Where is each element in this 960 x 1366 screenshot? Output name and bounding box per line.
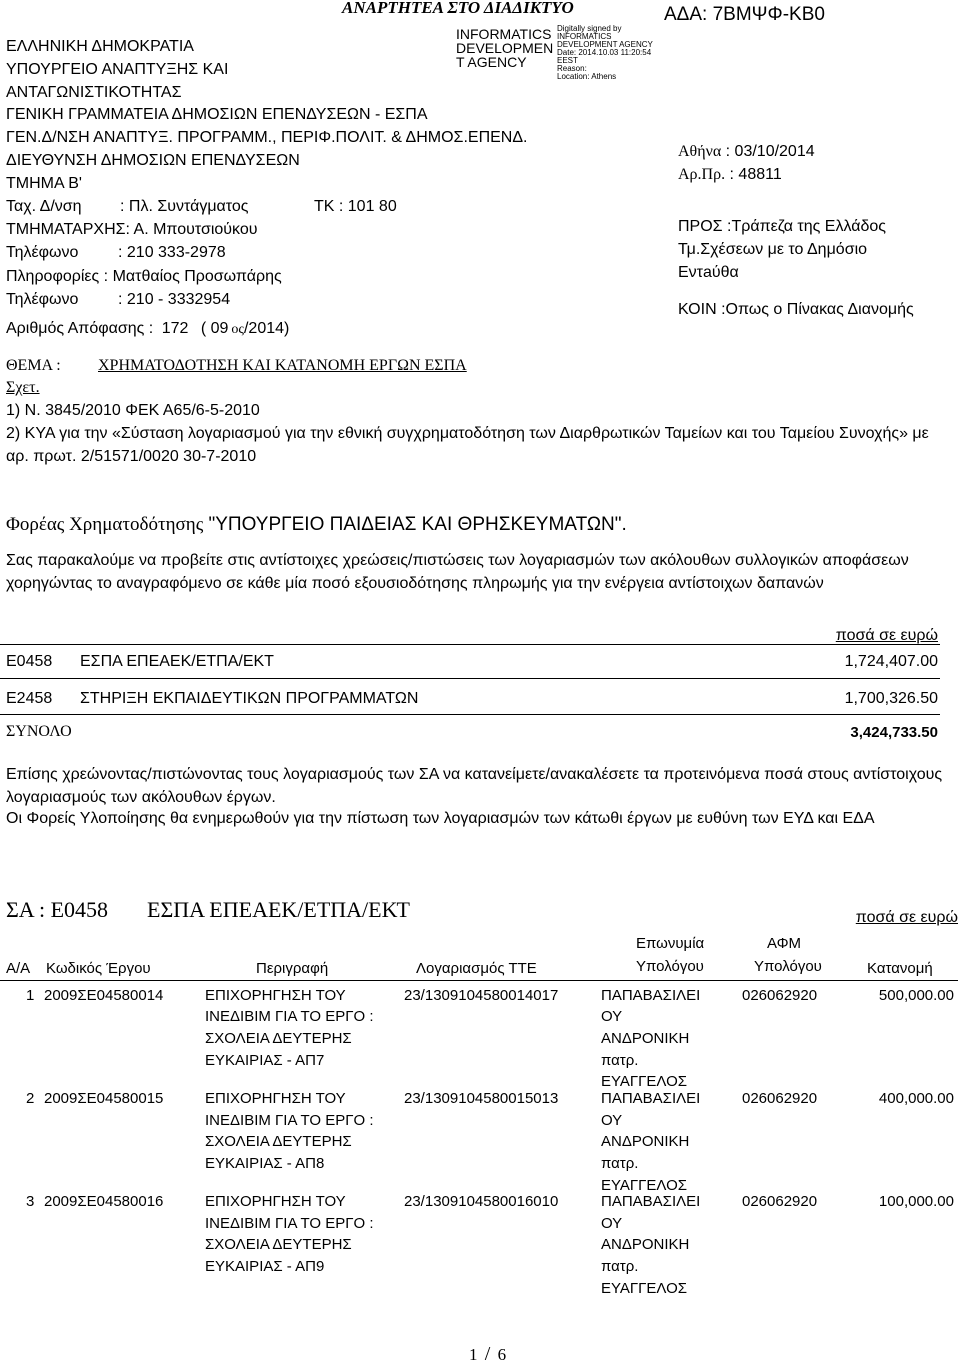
- issuer-line: ΓΕΝ.Δ/ΝΣΗ ΑΝΑΠΤΥΞ. ΠΡΟΓΡΑΜΜ., ΠΕΡΙΦ.ΠΟΛΙΤ. & ΔΗΜΟΣ.ΕΠΕΝΔ.: [6, 129, 528, 146]
- sa-amounts-header: ποσά σε ευρώ: [855, 909, 958, 926]
- row-name: ΕΥΑΓΓΕΛΟΣ: [601, 1280, 688, 1297]
- summary-amount: 1,700,326.50: [844, 690, 938, 707]
- phone1-label: Τηλέφωνο: [6, 244, 79, 261]
- amounts-header: ποσά σε ευρώ: [835, 627, 938, 644]
- row-desc: ΣΧΟΛΕΙΑ ΔΕΥΤΕΡΗΣ: [205, 1133, 352, 1150]
- col-amount: Κατανομή: [867, 960, 933, 977]
- ada-code: ΑΔΑ: 7ΒΜΨΦ-ΚΒ0: [664, 4, 825, 25]
- col-name: Υπολόγου: [636, 958, 704, 975]
- row-name: πατρ.: [601, 1052, 639, 1069]
- row-name: ΟΥ: [601, 1008, 623, 1025]
- col-name: Επωνυμία: [636, 935, 705, 952]
- row-desc: ΕΠΙΧΟΡΗΓΗΣΗ ΤΟΥ: [205, 1090, 346, 1107]
- row-code: 2009ΣΕ04580016: [44, 1193, 164, 1210]
- signature-detail: Location: Athens: [557, 72, 617, 81]
- decision-date-open: ( 09: [200, 320, 229, 337]
- postal-address-label: Ταχ. Δ/νση: [6, 198, 82, 215]
- col-num: Α/Α: [6, 960, 31, 977]
- page-total: 6: [497, 1345, 507, 1364]
- signature-detail: EEST: [557, 56, 578, 65]
- date-value: : 03/10/2014: [725, 143, 815, 160]
- col-afm: ΑΦΜ: [767, 935, 802, 952]
- col-afm: Υπολόγου: [754, 958, 822, 975]
- row-name: ΕΥΑΓΓΕΛΟΣ: [601, 1177, 688, 1194]
- sa-label: ΣΑ : Ε0458: [6, 897, 109, 922]
- summary-desc: ΣΤΗΡΙΞΗ ΕΚΠΑΙΔΕΥΤΙΚΩΝ ΠΡΟΓΡΑΜΜΑΤΩΝ: [80, 690, 419, 707]
- sa-title: ΕΣΠΑ ΕΠΕΑΕΚ/ΕΤΠΑ/ΕΚΤ: [147, 897, 410, 922]
- signature-signer: DEVELOPMEN: [456, 40, 554, 56]
- summary-code: Ε2458: [6, 690, 53, 707]
- col-account: Λογαριασμός ΤΤΕ: [416, 960, 537, 977]
- total-value: 3,424,733.50: [850, 724, 938, 741]
- date-row: [678, 142, 815, 162]
- row-name: ΠΑΠΑΒΑΣΙΛΕΙ: [601, 1193, 701, 1210]
- phone1-value: : 210 333-2978: [118, 244, 226, 261]
- intro-paragraph: Σας παρακαλούμε να προβείτε στις αντίστοιχες χρεώσεις/πιστώσεις των λογαριασμών των ακόλουθων συλλογικών αποφάσεων χορηγώντας το αναγραφόμενο σε κάθε μία ποσό εξουσιοδότησης πληρωμής για την ενέργεια αντίστοιχων δαπανών: [6, 552, 909, 592]
- reference-item: 2) ΚΥΑ για την «Σύσταση λογαριασμού για την εθνική συγχρηματοδότηση των Διαρθρωτικών Ταμείων και του Ταμείου Συνοχής» με αρ. πρωτ. 2/51571/0020 30-7-2010: [6, 425, 929, 465]
- row-afm: 026062920: [742, 987, 818, 1004]
- signature-detail: Digitally signed by: [557, 24, 622, 33]
- cc-line: ΚΟΙΝ :Οπως ο Πίνακας Διανομής: [678, 301, 914, 318]
- row-name: ΑΝΔΡΟΝΙΚΗ: [601, 1030, 690, 1047]
- recipient-line: Τμ.Σχέσεων με το Δημόσιο: [678, 241, 868, 258]
- issuer-line: ΥΠΟΥΡΓΕΙΟ ΑΝΑΠΤΥΞΗΣ ΚΑΙ: [6, 61, 229, 78]
- signature-detail: Reason:: [557, 64, 587, 73]
- funder-row: [6, 514, 627, 536]
- row-code: 2009ΣΕ04580014: [44, 987, 164, 1004]
- row-amount: 100,000.00: [878, 1193, 954, 1210]
- decision-suffix: ος: [231, 322, 244, 337]
- row-afm: 026062920: [742, 1090, 818, 1107]
- table-rule: [0, 980, 958, 981]
- row-num: 3: [26, 1193, 35, 1210]
- signature-signer: T AGENCY: [456, 54, 527, 70]
- funder-label: Φορέας Χρηματοδότησης: [6, 514, 204, 535]
- protocol-row: [678, 165, 782, 185]
- page-separator: /: [484, 1343, 491, 1365]
- issuer-line: ΔΙΕΥΘΥΝΣΗ ΔΗΜΟΣΙΩΝ ΕΠΕΝΔΥΣΕΩΝ: [6, 152, 300, 169]
- row-account: 23/1309104580016010: [404, 1193, 559, 1210]
- decision-number: 172: [161, 320, 189, 337]
- row-desc: ΣΧΟΛΕΙΑ ΔΕΥΤΕΡΗΣ: [205, 1236, 352, 1253]
- decision-number-row: [6, 319, 289, 340]
- row-desc: ΙΝΕΔΙΒΙΜ ΓΙΑ ΤΟ ΕΡΓΟ :: [205, 1008, 374, 1025]
- subject-label: ΘΕΜΑ :: [6, 357, 61, 374]
- funder-value: "ΥΠΟΥΡΓΕΙΟ ΠΑΙΔΕΙΑΣ ΚΑΙ ΘΡΗΣΚΕΥΜΑΤΩΝ".: [208, 514, 627, 535]
- row-desc: ΣΧΟΛΕΙΑ ΔΕΥΤΕΡΗΣ: [205, 1030, 352, 1047]
- row-code: 2009ΣΕ04580015: [44, 1090, 164, 1107]
- decision-date-close: /2014): [243, 320, 290, 337]
- row-amount: 500,000.00: [878, 987, 954, 1004]
- signature-detail: INFORMATICS: [557, 32, 612, 41]
- row-name: ΕΥΑΓΓΕΛΟΣ: [601, 1073, 688, 1090]
- recipient-line: ΠΡΟΣ :Τράπεζα της Ελλάδος: [678, 218, 886, 235]
- row-desc: ΕΥΚΑΙΡΙΑΣ - ΑΠ9: [205, 1258, 325, 1275]
- row-num: 2: [26, 1090, 35, 1107]
- table-rule: [0, 644, 940, 645]
- row-afm: 026062920: [742, 1193, 818, 1210]
- references-label: Σχετ.: [6, 379, 40, 396]
- date-label: Αθήνα: [678, 143, 722, 160]
- phone2-value: : 210 - 3332954: [118, 291, 231, 308]
- signature-detail: DEVELOPMENT AGENCY: [557, 40, 653, 49]
- page-indicator: [469, 1343, 506, 1366]
- row-name: ΟΥ: [601, 1112, 623, 1129]
- row-account: 23/1309104580014017: [404, 987, 559, 1004]
- body-paragraph: Οι Φορείς Υλοποίησης θα ενημερωθούν για την πίστωση των λογαριασμών των κάτωθι έργων με ευθύνη των ΕΥΔ και ΕΔΑ: [6, 810, 875, 827]
- issuer-line: ΤΜΗΜΑ Β': [6, 175, 82, 192]
- info-contact: Πληροφορίες : Ματθαίος Προσωπάρης: [6, 268, 282, 285]
- row-name: ΠΑΠΑΒΑΣΙΛΕΙ: [601, 987, 701, 1004]
- row-num: 1: [26, 987, 35, 1004]
- department-head: ΤΜΗΜΑΤΑΡΧΗΣ: Α. Μπουτσιούκου: [6, 221, 258, 238]
- reference-item: 1) Ν. 3845/2010 ΦΕΚ Α65/6-5-2010: [6, 402, 260, 419]
- row-name: πατρ.: [601, 1258, 639, 1275]
- summary-amount: 1,724,407.00: [844, 653, 938, 670]
- postal-address-value: : Πλ. Συντάγματος: [120, 198, 249, 215]
- signature-detail: Date: 2014.10.03 11:20:54: [557, 48, 652, 57]
- row-account: 23/1309104580015013: [404, 1090, 559, 1107]
- protocol-value: : 48811: [729, 166, 782, 183]
- subject-value: ΧΡΗΜΑΤΟΔΟΤΗΣΗ ΚΑΙ ΚΑΤΑΝΟΜΗ ΕΡΓΩΝ ΕΣΠΑ: [98, 357, 467, 374]
- summary-desc: ΕΣΠΑ ΕΠΕΑΕΚ/ΕΤΠΑ/ΕΚΤ: [80, 653, 274, 670]
- issuer-line: ΕΛΛΗΝΙΚΗ ΔΗΜΟΚΡΑΤΙΑ: [6, 38, 194, 55]
- table-rule: [0, 678, 940, 679]
- row-name: πατρ.: [601, 1155, 639, 1172]
- recipient-line: Εντaύθα: [678, 264, 739, 281]
- phone2-label: Τηλέφωνο: [6, 291, 79, 308]
- row-amount: 400,000.00: [878, 1090, 954, 1107]
- row-name: ΑΝΔΡΟΝΙΚΗ: [601, 1133, 690, 1150]
- row-name: ΑΝΔΡΟΝΙΚΗ: [601, 1236, 690, 1253]
- page-current: 1: [469, 1345, 478, 1364]
- postal-code: ΤΚ : 101 80: [314, 198, 397, 215]
- row-name: ΠΑΠΑΒΑΣΙΛΕΙ: [601, 1090, 701, 1107]
- online-posting-label: ΑΝΑΡΤΗΤΕΑ ΣΤΟ ΔΙΑΔΙΚΤΥΟ: [342, 0, 574, 17]
- row-desc: ΕΠΙΧΟΡΗΓΗΣΗ ΤΟΥ: [205, 1193, 346, 1210]
- decision-label: Αριθμός Απόφασης :: [6, 320, 154, 337]
- signature-signer: INFORMATICS: [456, 26, 552, 42]
- row-desc: ΙΝΕΔΙΒΙΜ ΓΙΑ ΤΟ ΕΡΓΟ :: [205, 1215, 374, 1232]
- row-desc: ΕΥΚΑΙΡΙΑΣ - ΑΠ8: [205, 1155, 325, 1172]
- total-label: ΣΥΝΟΛΟ: [6, 723, 72, 740]
- row-name: ΟΥ: [601, 1215, 623, 1232]
- protocol-label: Αρ.Πρ.: [678, 166, 726, 183]
- row-desc: ΙΝΕΔΙΒΙΜ ΓΙΑ ΤΟ ΕΡΓΟ :: [205, 1112, 374, 1129]
- issuer-line: ΓΕΝΙΚΗ ΓΡΑΜΜΑΤΕΙΑ ΔΗΜΟΣΙΩΝ ΕΠΕΝΔΥΣΕΩΝ - ΕΣΠΑ: [6, 106, 428, 123]
- col-code: Κωδικός Έργου: [46, 960, 151, 977]
- row-desc: ΕΥΚΑΙΡΙΑΣ - ΑΠ7: [205, 1052, 325, 1069]
- row-desc: ΕΠΙΧΟΡΗΓΗΣΗ ΤΟΥ: [205, 987, 346, 1004]
- issuer-line: ΑΝΤΑΓΩΝΙΣΤΙΚΟΤΗΤΑΣ: [6, 84, 182, 101]
- summary-code: Ε0458: [6, 653, 53, 670]
- body-paragraph: Επίσης χρεώνοντας/πιστώνοντας τους λογαριασμούς των ΣΑ να κατανείμετε/ανακαλέσετε τα προτεινόμενα ποσά στους αντίστοιχους λογαριασμούς των ακόλουθων έργων.: [6, 766, 943, 806]
- col-desc: Περιγραφή: [256, 960, 329, 977]
- table-rule: [0, 714, 940, 715]
